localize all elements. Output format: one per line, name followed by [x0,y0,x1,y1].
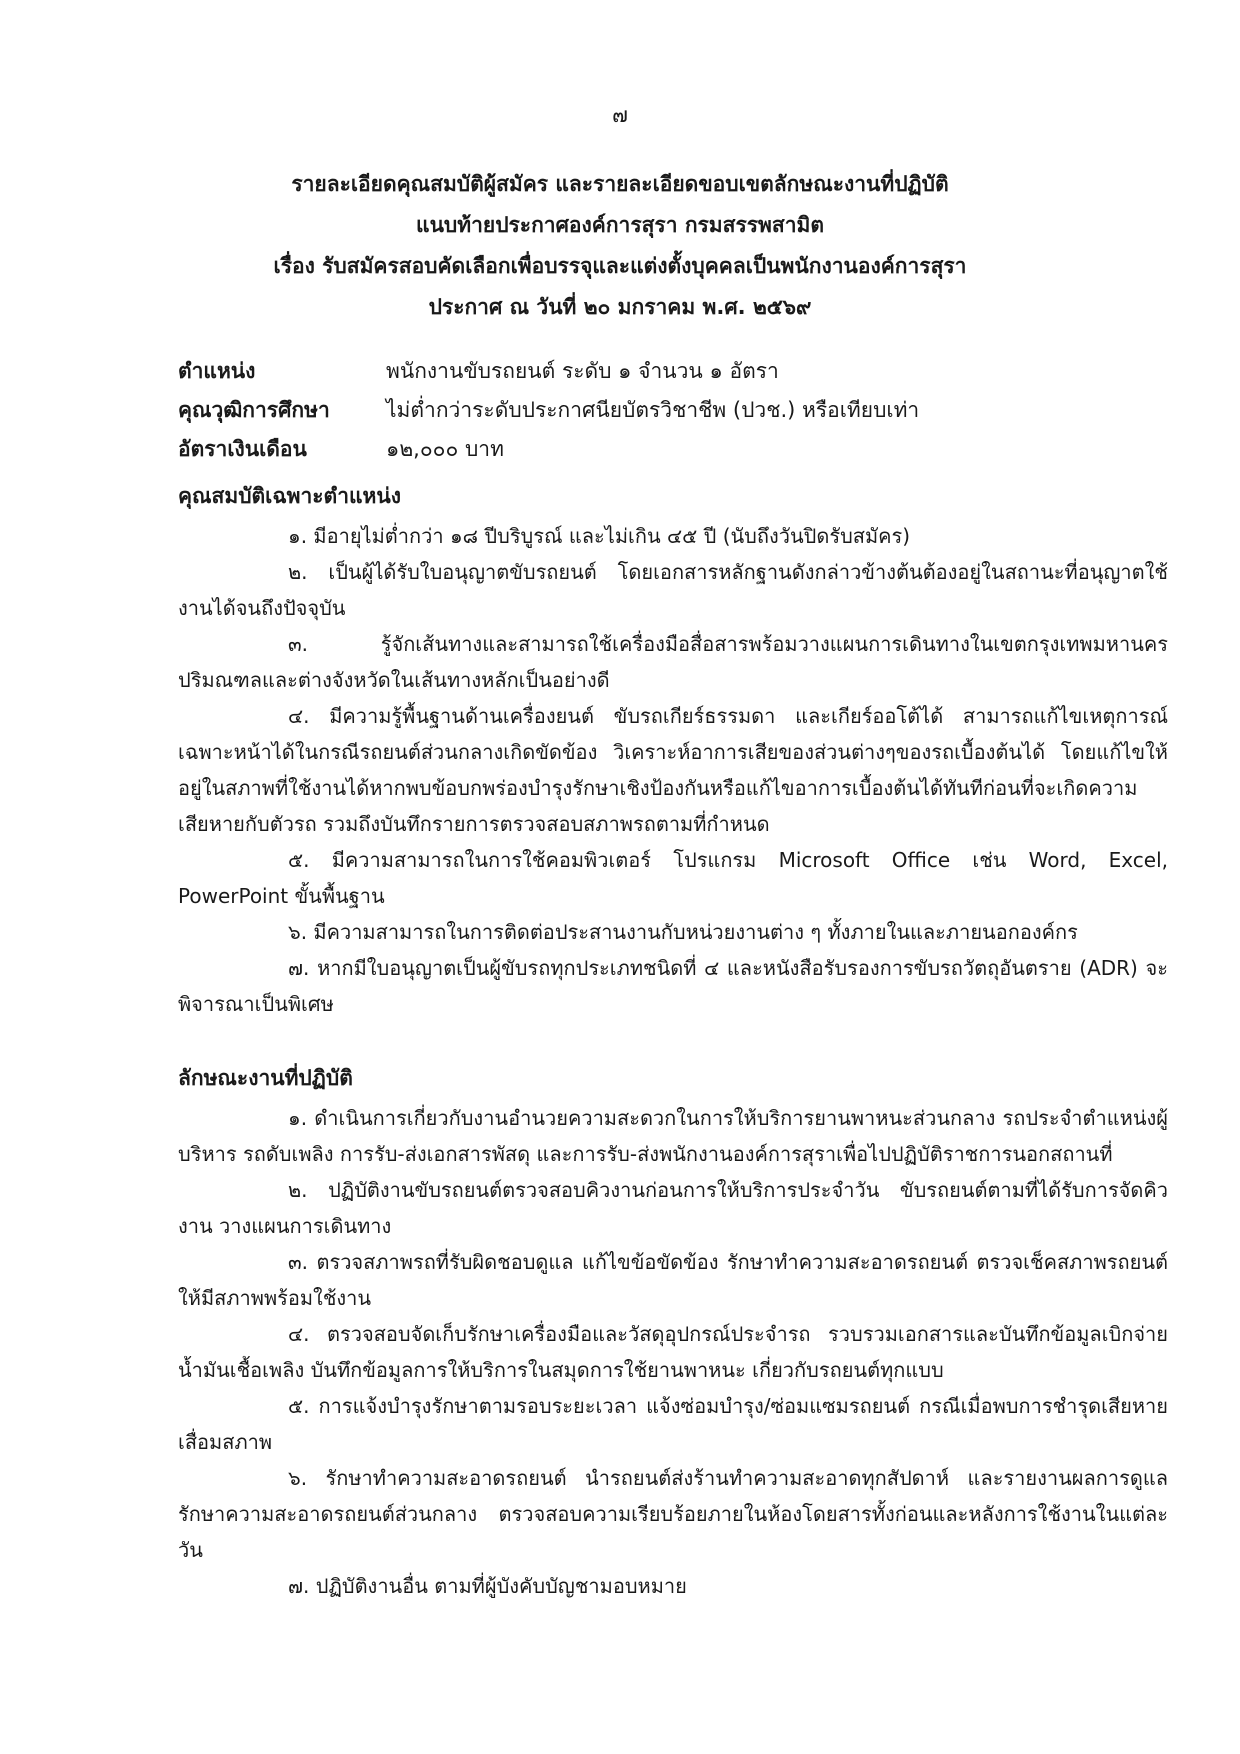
qualification-item: ๒. เป็นผู้ได้รับใบอนุญาตขับรถยนต์ โดยเอกสารหลักฐานดังกล่าวข้างต้นต้องอยู่ในสถานะที่อนุญาตใช้งานได้จนถึงปัจจุบัน [178,560,1168,620]
qualification-item: ๕. มีความสามารถในการใช้คอมพิวเตอร์ โปรแกรม Microsoft Office เช่น Word, Excel, PowerPoint ขั้นพื้นฐาน [178,848,1168,908]
section-heading: ลักษณะงานที่ปฏิบัติ [178,1066,353,1090]
duty-item: ๓. ตรวจสภาพรถที่รับผิดชอบดูแล แก้ไขข้อขัดข้อง รักษาทำความสะอาดรถยนต์ ตรวจเช็คสภาพรถยนต์ให้มีสภาพพร้อมใช้งาน [178,1250,1168,1310]
title-line: เรื่อง รับสมัครสอบคัดเลือกเพื่อบรรจุและแต่งตั้งบุคคลเป็นพนักงานองค์การสุรา [273,254,967,278]
info-row-education [178,391,1178,430]
document-title [0,164,1240,328]
duty-item: ๔. ตรวจสอบจัดเก็บรักษาเครื่องมือและวัสดุอุปกรณ์ประจำรถ รวบรวมเอกสารและบันทึกข้อมูลเบิกจ่ายน้ำมันเชื้อเพลิง บันทึกข้อมูลการให้บริการในสมุดการใช้ยานพาหนะ เกี่ยวกับรถยนต์ทุกแบบ [178,1322,1168,1382]
qualification-item: ๑. มีอายุไม่ต่ำกว่า ๑๘ ปีบริบูรณ์ และไม่เกิน ๔๕ ปี (นับถึงวันปิดรับสมัคร) [288,524,911,548]
info-label: อัตราเงินเดือน [178,437,307,461]
info-label: ตำแหน่ง [178,359,256,383]
qualification-item: ๔. มีความรู้พื้นฐานด้านเครื่องยนต์ ขับรถเกียร์ธรรมดา และเกียร์ออโต้ได้ สามารถแก้ไขเหตุการณ์เฉพาะหน้าได้ในกรณีรถยนต์ส่วนกลางเกิดขัดข้อง วิเคราะห์อาการเสียของส่วนต่างๆของรถเบื้องต้นได้ โดยแก้ไขให้อยู่ในสภาพที่ใช้งานได้หากพบข้อบกพร่องบำรุงรักษาเชิงป้องกันหรือแก้ไขอาการเบื้องต้นได้ทันทีก่อนที่จะเกิดความเสียหายกับตัวรถ รวมถึงบันทึกรายการตรวจสอบสภาพรถตามที่กำหนด [178,704,1168,836]
title-line: รายละเอียดคุณสมบัติผู้สมัคร และรายละเอียดขอบเขตลักษณะงานที่ปฏิบัติ [291,172,949,196]
info-value: ๑๒,๐๐๐ บาท [386,437,504,461]
duties-section [178,1060,1168,1604]
page-number: ๗ [612,103,628,127]
duty-item: ๑. ดำเนินการเกี่ยวกับงานอำนวยความสะดวกในการให้บริการยานพาหนะส่วนกลาง รถประจำตำแหน่งผู้บริหาร รถดับเพลิง การรับ-ส่งเอกสารพัสดุ และการรับ-ส่งพนักงานองค์การสุราเพื่อไปปฏิบัติราชการนอกสถานที่ [178,1106,1168,1166]
info-row-salary [178,430,1178,469]
title-line: แนบท้ายประกาศองค์การสุรา กรมสรรพสามิต [416,213,824,237]
info-value: พนักงานขับรถยนต์ ระดับ ๑ จำนวน ๑ อัตรา [386,359,779,383]
info-value: ไม่ต่ำกว่าระดับประกาศนียบัตรวิชาชีพ (ปวช.) หรือเทียบเท่า [386,398,920,422]
section-heading: คุณสมบัติเฉพาะตำแหน่ง [178,484,401,508]
info-row-position [178,352,1178,391]
duty-item: ๗. ปฏิบัติงานอื่น ตามที่ผู้บังคับบัญชามอบหมาย [288,1574,687,1598]
title-line: ประกาศ ณ วันที่ ๒๐ มกราคม พ.ศ. ๒๕๖๙ [428,295,812,319]
position-info [178,352,1178,469]
qualification-item: ๓. รู้จักเส้นทางและสามารถใช้เครื่องมือสื่อสารพร้อมวางแผนการเดินทางในเขตกรุงเทพมหานครปริมณฑลและต่างจังหวัดในเส้นทางหลักเป็นอย่างดี [178,632,1168,692]
qualifications-section [178,478,1168,1022]
qualification-item: ๗. หากมีใบอนุญาตเป็นผู้ขับรถทุกประเภทชนิดที่ ๔ และหนังสือรับรองการขับรถวัตถุอันตราย (ADR) จะพิจารณาเป็นพิเศษ [178,956,1168,1016]
duty-item: ๒. ปฏิบัติงานขับรถยนต์ตรวจสอบคิวงานก่อนการให้บริการประจำวัน ขับรถยนต์ตามที่ได้รับการจัดคิวงาน วางแผนการเดินทาง [178,1178,1168,1238]
duty-item: ๕. การแจ้งบำรุงรักษาตามรอบระยะเวลา แจ้งซ่อมบำรุง/ซ่อมแซมรถยนต์ กรณีเมื่อพบการชำรุดเสียหาย เสื่อมสภาพ [178,1394,1168,1454]
duty-item: ๖. รักษาทำความสะอาดรถยนต์ นำรถยนต์ส่งร้านทำความสะอาดทุกสัปดาห์ และรายงานผลการดูแลรักษาความสะอาดรถยนต์ส่วนกลาง ตรวจสอบความเรียบร้อยภายในห้องโดยสารทั้งก่อนและหลังการใช้งานในแต่ละวัน [178,1466,1168,1562]
info-label: คุณวุฒิการศึกษา [178,398,330,422]
qualification-item: ๖. มีความสามารถในการติดต่อประสานงานกับหน่วยงานต่าง ๆ ทั้งภายในและภายนอกองค์กร [288,920,1078,944]
